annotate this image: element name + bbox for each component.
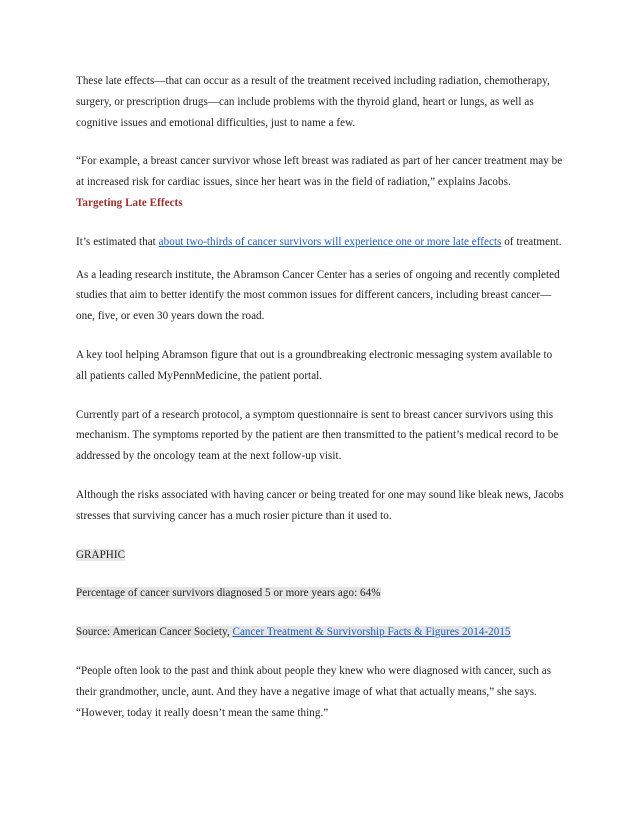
late-effects-link[interactable]: about two-thirds of cancer survivors will experience one or more late effects xyxy=(158,235,502,248)
paragraph-research-institute: As a leading research institute, the Abramson Cancer Center has a series of ongoing and recently completed studies that aim to better identify the most common issues for different cancers, including breast cancer—one, five, or even 30 years down the road. xyxy=(76,268,560,323)
graphic-stat xyxy=(76,583,566,604)
graphic-label-text: GRAPHIC xyxy=(76,548,126,561)
paragraph-breast-cancer-example: “For example, a breast cancer survivor whose left breast was radiated as part of her cancer treatment may be at increased risk for cardiac issues, since her heart was in the field of radiation,” explains Jacobs. xyxy=(76,155,563,189)
paragraph-risks: Although the risks associated with having cancer or being treated for one may sound like bleak news, Jacobs stresses that surviving cancer has a much rosier picture than it used to. xyxy=(76,488,564,522)
paragraph-key-tool: A key tool helping Abramson figure that out is a groundbreaking electronic messaging system available to all patients called MyPennMedicine, the patient portal. xyxy=(76,348,553,382)
paragraph-estimate-tail: of treatment. xyxy=(501,235,562,248)
source-link[interactable]: Cancer Treatment & Survivorship Facts & Figures 2014-2015 xyxy=(232,626,511,639)
paragraph-late-effects: These late effects—that can occur as a result of the treatment received including radiation, chemotherapy, surgery, or prescription drugs—can include problems with the thyroid gland, heart or lungs, as well as cognitive issues and emotional difficulties, just to name a few. xyxy=(76,75,550,129)
paragraph-estimate xyxy=(76,232,566,253)
section-heading: Targeting Late Effects xyxy=(76,196,183,209)
source-line-highlight xyxy=(76,626,511,638)
source-line xyxy=(76,622,566,643)
source-prefix: Source: American Cancer Society, xyxy=(76,626,233,639)
paragraph-estimate-text: It’s estimated that xyxy=(76,235,159,248)
paragraph-quote: “People often look to the past and think about people they knew who were diagnosed with cancer, such as their grandmother, uncle, aunt. And they have a negative image of what that actually means,” she says. “However, today it really doesn’t mean the same thing.” xyxy=(76,664,552,719)
graphic-stat-text: Percentage of cancer survivors diagnosed 5 or more years ago: 64% xyxy=(76,587,381,600)
paragraph-questionnaire: Currently part of a research protocol, a symptom questionnaire is sent to breast cancer survivors using this mechanism. The symptoms reported by the patient are then transmitted to the patient’s medical record to be addressed by the oncology team at the next follow-up visit. xyxy=(76,408,559,463)
document-page xyxy=(76,71,566,723)
graphic-label xyxy=(76,545,566,566)
